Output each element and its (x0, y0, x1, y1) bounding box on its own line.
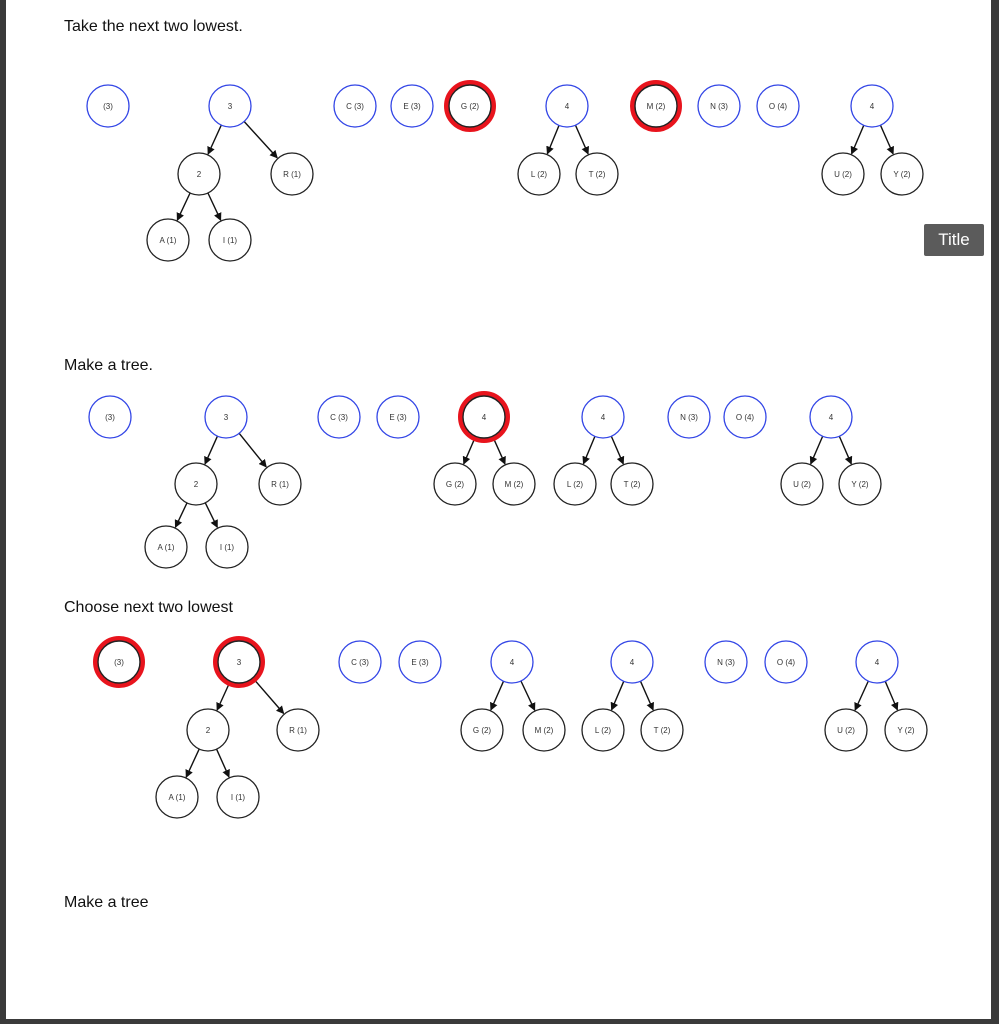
tree-edge-arrow (611, 436, 623, 464)
tree-edge-arrow (244, 122, 277, 158)
tree-edge-arrow (811, 436, 823, 464)
tree-node-o-4 (724, 396, 766, 438)
node-label: O (4) (768, 102, 788, 111)
tree-node-n-3 (705, 641, 747, 683)
tree-node-4 (546, 85, 588, 127)
node-label: A (1) (159, 236, 177, 245)
tree-node-g-2 (461, 709, 503, 751)
title-tooltip: Title (924, 224, 984, 256)
tree-node-4 (582, 396, 624, 438)
node-label: G (2) (472, 726, 492, 735)
node-label: O (4) (776, 658, 796, 667)
tree-node-g-2 (434, 463, 476, 505)
node-label: T (2) (623, 480, 641, 489)
node-label: 4 (509, 658, 515, 667)
tree-node-e-3 (399, 641, 441, 683)
heading-make-a-tree-2: Make a tree (64, 894, 149, 911)
tree-node-e-3 (391, 85, 433, 127)
tree-node-y-2 (881, 153, 923, 195)
node-label: M (2) (646, 102, 666, 111)
node-label: T (2) (653, 726, 671, 735)
tree-edge-arrow (547, 125, 559, 153)
tree-node-o-4 (757, 85, 799, 127)
node-label: C (3) (330, 413, 348, 422)
node-label: T (2) (588, 170, 606, 179)
node-label: M (2) (534, 726, 554, 735)
node-label: 2 (205, 726, 211, 735)
node-label: 4 (600, 413, 606, 422)
node-label: I (1) (222, 236, 238, 245)
node-label: 4 (874, 658, 880, 667)
tree-node-a-1 (147, 219, 189, 261)
tree-edge-arrow (205, 436, 217, 464)
tree-edge-arrow (575, 125, 588, 154)
tree-node-y-2 (885, 709, 927, 751)
tree-edge-arrow (640, 681, 653, 710)
node-label: O (4) (735, 413, 755, 422)
heading-choose-next-two-lowest: Choose next two lowest (64, 599, 233, 616)
tree-edge-arrow (177, 193, 190, 220)
tree-node-a-1 (156, 776, 198, 818)
node-label: Y (2) (893, 170, 911, 179)
node-label: U (2) (793, 480, 811, 489)
node-label: U (2) (834, 170, 852, 179)
tree-node-y-2 (839, 463, 881, 505)
node-label: E (3) (403, 102, 421, 111)
tree-node-4 (856, 641, 898, 683)
node-label: E (3) (389, 413, 407, 422)
tree-node-c-3 (318, 396, 360, 438)
tree-node-n-3 (668, 396, 710, 438)
node-label: N (3) (710, 102, 728, 111)
node-label: I (1) (230, 793, 246, 802)
tree-node-3 (216, 639, 262, 685)
tree-edge-arrow (208, 125, 221, 154)
tree-edge-arrow (855, 681, 868, 710)
tree-node-t-2 (641, 709, 683, 751)
node-label: I (1) (219, 543, 235, 552)
tree-edge-arrow (205, 503, 217, 527)
tree-node-4 (491, 641, 533, 683)
node-label: 4 (564, 102, 570, 111)
tree-edge-arrow (852, 125, 864, 153)
node-label: (3) (105, 413, 115, 422)
tree-node-e-3 (377, 396, 419, 438)
node-label: A (1) (157, 543, 175, 552)
tree-edge-arrow (583, 436, 594, 463)
tree-node-3 (87, 85, 129, 127)
tree-node-i-1 (209, 219, 251, 261)
node-label: A (1) (168, 793, 186, 802)
tree-node-4 (851, 85, 893, 127)
tree-node-3 (89, 396, 131, 438)
node-label: N (3) (680, 413, 698, 422)
tree-node-4 (810, 396, 852, 438)
tree-node-i-1 (206, 526, 248, 568)
node-label: R (1) (283, 170, 301, 179)
tree-node-c-3 (334, 85, 376, 127)
tree-node-3 (96, 639, 142, 685)
tree-node-n-3 (698, 85, 740, 127)
tree-edge-arrow (186, 749, 199, 777)
node-label: 2 (193, 480, 199, 489)
node-label: 2 (196, 170, 202, 179)
tree-node-c-3 (339, 641, 381, 683)
node-label: C (3) (346, 102, 364, 111)
node-label: L (2) (594, 726, 612, 735)
tree-node-u-2 (825, 709, 867, 751)
node-label: 3 (227, 102, 233, 111)
tree-node-l-2 (582, 709, 624, 751)
tree-edge-arrow (839, 436, 851, 464)
tree-edge-arrow (491, 681, 504, 710)
node-label: R (1) (271, 480, 289, 489)
tree-edge-arrow (612, 681, 624, 709)
tree-node-a-1 (145, 526, 187, 568)
tree-node-m-2 (523, 709, 565, 751)
tree-node-3 (209, 85, 251, 127)
tree-node-u-2 (781, 463, 823, 505)
tree-node-4 (611, 641, 653, 683)
tree-edge-arrow (239, 433, 266, 467)
tree-edge-arrow (175, 503, 187, 527)
node-label: Y (2) (851, 480, 869, 489)
node-label: 4 (629, 658, 635, 667)
tree-node-2 (178, 153, 220, 195)
node-label: R (1) (289, 726, 307, 735)
tree-node-u-2 (822, 153, 864, 195)
node-label: N (3) (717, 658, 735, 667)
heading-make-a-tree: Make a tree. (64, 357, 153, 374)
tree-node-2 (187, 709, 229, 751)
tree-edge-arrow (253, 678, 284, 714)
tree-node-g-2 (447, 83, 493, 129)
tree-edge-arrow (885, 681, 897, 709)
node-label: 3 (236, 658, 242, 667)
tree-edge-arrow (521, 681, 535, 710)
node-label: (3) (103, 102, 113, 111)
tree-node-l-2 (518, 153, 560, 195)
node-label: L (2) (566, 480, 584, 489)
heading-take-next-two-lowest: Take the next two lowest. (64, 18, 243, 35)
tree-node-t-2 (576, 153, 618, 195)
node-label: 4 (869, 102, 875, 111)
node-label: U (2) (837, 726, 855, 735)
tree-node-o-4 (765, 641, 807, 683)
tree-node-2 (175, 463, 217, 505)
node-label: 4 (481, 413, 487, 422)
tree-node-r-1 (259, 463, 301, 505)
tree-node-r-1 (271, 153, 313, 195)
tree-edge-arrow (208, 193, 221, 220)
node-label: G (2) (445, 480, 465, 489)
tree-node-r-1 (277, 709, 319, 751)
tree-edge-arrow (217, 749, 229, 777)
node-label: C (3) (351, 658, 369, 667)
tree-node-4 (461, 394, 507, 440)
node-label: Y (2) (897, 726, 915, 735)
node-label: E (3) (411, 658, 429, 667)
tree-node-3 (205, 396, 247, 438)
node-label: 4 (828, 413, 834, 422)
tree-node-t-2 (611, 463, 653, 505)
node-label: L (2) (530, 170, 548, 179)
node-label: 3 (223, 413, 229, 422)
tree-node-m-2 (493, 463, 535, 505)
node-label: M (2) (504, 480, 524, 489)
node-label: (3) (114, 658, 124, 667)
tree-edge-arrow (880, 125, 893, 154)
tree-node-l-2 (554, 463, 596, 505)
node-label: G (2) (460, 102, 480, 111)
tree-node-i-1 (217, 776, 259, 818)
tree-node-m-2 (633, 83, 679, 129)
